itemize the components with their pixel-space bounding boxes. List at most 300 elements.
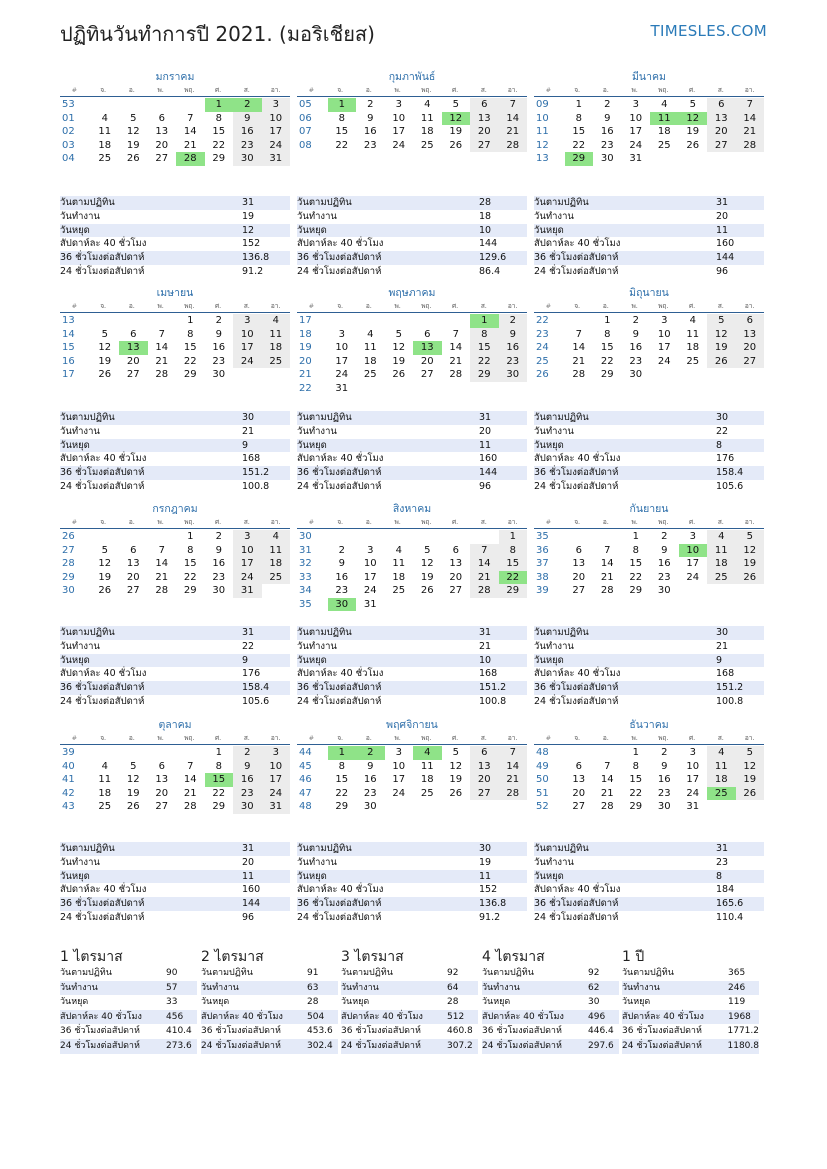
- day-cell: 10: [262, 112, 291, 126]
- weekday-label: อ.: [365, 86, 372, 94]
- stat-row: [297, 439, 527, 453]
- empty-cell: [470, 800, 499, 814]
- day-cell: 23: [233, 787, 262, 801]
- stat-value: 18: [479, 210, 492, 222]
- day-cell: 11: [98, 774, 112, 785]
- stat-value: 19: [479, 856, 492, 868]
- stat-value: 19: [242, 210, 255, 222]
- empty-cell: [442, 314, 471, 328]
- weekday-label: พฤ.: [184, 86, 195, 94]
- empty-cell: [328, 314, 357, 328]
- stat-label: สัปดาห์ละ 40 ชั่วโมง: [60, 884, 147, 896]
- stat-label: 24 ชั่วโมงต่อสัปดาห์: [60, 480, 145, 492]
- weekday-header: [534, 84, 764, 97]
- month-name: ตุลาคม: [158, 719, 192, 731]
- stat-label: วันตามปฏิทิน: [534, 412, 589, 423]
- empty-cell: [565, 746, 594, 760]
- stat-value: 12: [242, 224, 255, 236]
- period-summary: [60, 948, 197, 1054]
- day-cell: 11: [262, 544, 291, 558]
- day-cell: 9: [367, 760, 374, 772]
- empty-cell: [119, 98, 148, 112]
- day-cell: 8: [187, 544, 194, 556]
- stat-row: [60, 1010, 197, 1025]
- week-row: [60, 125, 290, 139]
- day-cell: 21: [499, 125, 528, 139]
- day-cell: 14: [600, 558, 614, 569]
- stat-label: 24 ชั่วโมงต่อสัปดาห์: [297, 480, 382, 492]
- weekday-label: อ.: [128, 86, 135, 94]
- day-cell: 26: [126, 153, 140, 164]
- day-cell: 14: [736, 112, 765, 126]
- stat-value: 11: [479, 870, 492, 882]
- month-stats: [297, 626, 527, 709]
- weekday-label: พฤ.: [421, 518, 432, 526]
- stat-row: [60, 695, 290, 709]
- stat-row: [297, 196, 527, 210]
- stat-row: [534, 480, 764, 494]
- stat-value: 22: [242, 640, 255, 652]
- stat-row: [297, 911, 527, 925]
- weekday-label: พฤ.: [184, 302, 195, 310]
- day-cell: 28: [499, 787, 528, 801]
- day-cell: 10: [233, 544, 262, 558]
- day-cell: 12: [420, 558, 434, 569]
- stat-label: วันทำงาน: [482, 982, 520, 993]
- stat-value: 8: [716, 870, 723, 882]
- weekday-label: พฤ.: [658, 734, 669, 742]
- stat-label: 36 ชั่วโมงต่อสัปดาห์: [534, 252, 619, 264]
- week-number: 21: [299, 369, 312, 380]
- day-cell: 13: [470, 760, 499, 774]
- day-cell: 9: [338, 558, 345, 569]
- empty-cell: [385, 382, 414, 396]
- day-cell: 17: [335, 355, 349, 367]
- day-cell: 30: [600, 153, 614, 164]
- stat-label: 24 ชั่วโมงต่อสัปดาห์: [341, 1040, 421, 1051]
- month-stats: [297, 196, 527, 279]
- week-row: [297, 368, 527, 382]
- day-cell: 3: [632, 99, 639, 110]
- day-cell: 1: [328, 746, 357, 760]
- stat-row: [534, 870, 764, 884]
- week-number: 03: [62, 139, 75, 151]
- day-cell: 14: [155, 558, 169, 569]
- weekday-label: พฤ.: [658, 86, 669, 94]
- day-cell: 18: [420, 774, 434, 785]
- stat-label: สัปดาห์ละ 40 ชั่วโมง: [60, 668, 147, 680]
- stat-row: [60, 842, 290, 856]
- day-cell: 31: [335, 382, 349, 394]
- stat-value: 144: [716, 252, 735, 264]
- month-name: มิถุนายน: [629, 287, 669, 299]
- day-cell: 3: [689, 747, 696, 758]
- day-cell: 1: [215, 747, 222, 758]
- day-cell: 17: [686, 558, 700, 569]
- stat-value: 30: [588, 997, 600, 1008]
- weekday-label: ศ.: [215, 518, 222, 526]
- weekday-label: พฤ.: [184, 518, 195, 526]
- day-cell: 23: [499, 355, 528, 369]
- week-number: 44: [299, 747, 312, 758]
- day-cell: 15: [600, 342, 614, 353]
- day-cell: 31: [363, 598, 377, 610]
- week-row: [297, 341, 527, 355]
- stat-label: 36 ชั่วโมงต่อสัปดาห์: [534, 898, 619, 910]
- day-cell: 7: [499, 98, 528, 112]
- day-cell: 12: [736, 544, 765, 558]
- week-row: [534, 98, 764, 112]
- week-number: 36: [536, 544, 549, 556]
- week-number: 45: [299, 760, 312, 772]
- stat-row: [60, 856, 290, 870]
- week-row: [60, 557, 290, 571]
- day-cell: 29: [335, 801, 349, 812]
- weekday-label: อ.: [128, 518, 135, 526]
- weekday-label: พฤ.: [658, 302, 669, 310]
- stat-label: วันทำงาน: [297, 210, 337, 222]
- stat-row: [60, 224, 290, 238]
- stat-row: [341, 1024, 478, 1039]
- weekday-label: อ.: [128, 734, 135, 742]
- stat-row: [297, 265, 527, 279]
- stat-row: [534, 911, 764, 925]
- day-cell: 28: [499, 139, 528, 153]
- weekday-label: จ.: [337, 518, 344, 526]
- day-cell: 16: [657, 774, 671, 785]
- day-cell: 15: [335, 126, 349, 137]
- stat-label: สัปดาห์ละ 40 ชั่วโมง: [297, 668, 384, 680]
- weekday-label: อา.: [744, 518, 755, 526]
- stat-label: วันทำงาน: [297, 856, 337, 868]
- stat-value: 30: [479, 843, 492, 854]
- stat-row: [482, 1039, 619, 1054]
- day-cell: 25: [657, 139, 671, 151]
- weekday-label: ศ.: [452, 518, 459, 526]
- stat-row: [622, 981, 759, 996]
- stat-value: 96: [716, 265, 729, 277]
- stat-label: 36 ชั่วโมงต่อสัปดาห์: [201, 1026, 281, 1037]
- week-row: [297, 98, 527, 112]
- weekday-label: อ.: [365, 518, 372, 526]
- weekday-label: อา.: [744, 734, 755, 742]
- period-title: 1 ปี: [622, 949, 645, 965]
- weekday-label: พฤ.: [184, 734, 195, 742]
- weekday-header: [534, 300, 764, 313]
- empty-cell: [650, 152, 679, 166]
- day-cell: 2: [233, 98, 262, 112]
- week-row: [60, 584, 290, 598]
- day-cell: 17: [686, 774, 700, 785]
- stat-label: 36 ชั่วโมงต่อสัปดาห์: [297, 252, 382, 264]
- week-row: [534, 314, 764, 328]
- day-cell: 24: [629, 139, 643, 151]
- stat-value: 119: [728, 997, 746, 1008]
- weekday-label: พฤ.: [421, 302, 432, 310]
- day-cell: 12: [126, 126, 140, 137]
- weekday-label: ศ.: [452, 302, 459, 310]
- day-cell: 19: [736, 557, 765, 571]
- week-number: 14: [62, 328, 75, 340]
- month-name: กุมภาพันธ์: [388, 71, 436, 83]
- empty-cell: [679, 152, 708, 166]
- month-grid: [60, 746, 290, 814]
- empty-cell: [148, 746, 177, 760]
- day-cell: 30: [212, 585, 226, 596]
- day-cell: 19: [126, 139, 140, 151]
- period-summary: [201, 948, 338, 1054]
- weekday-label: พ.: [631, 518, 638, 526]
- week-number: 33: [299, 571, 312, 583]
- stat-row: [201, 1010, 338, 1025]
- stat-value: 410.4: [166, 1026, 192, 1037]
- day-cell: 10: [657, 328, 671, 340]
- day-cell: 25: [98, 153, 112, 164]
- day-cell: 1: [470, 314, 499, 328]
- day-cell: 30: [363, 801, 377, 812]
- day-cell: 13: [119, 341, 148, 355]
- stat-value: 297.6: [588, 1040, 614, 1051]
- day-cell: 12: [98, 342, 112, 353]
- stat-label: 36 ชั่วโมงต่อสัปดาห์: [60, 1026, 140, 1037]
- day-cell: 27: [420, 369, 434, 380]
- period-title: 1 ไตรมาส: [60, 949, 123, 965]
- day-cell: 19: [686, 126, 700, 137]
- weekday-label: จ.: [337, 86, 344, 94]
- weekday-label: ส.: [717, 302, 724, 310]
- month-name: มีนาคม: [632, 71, 666, 83]
- day-cell: 16: [600, 126, 614, 137]
- stat-label: 36 ชั่วโมงต่อสัปดาห์: [60, 898, 145, 910]
- day-cell: 18: [707, 773, 736, 787]
- day-cell: 12: [679, 112, 708, 126]
- day-cell: 14: [183, 774, 197, 785]
- week-number: 12: [536, 139, 549, 151]
- week-number: 22: [536, 315, 549, 326]
- stat-row: [341, 981, 478, 996]
- month-grid: [297, 98, 527, 152]
- week-number: 51: [536, 787, 549, 799]
- day-cell: 4: [707, 530, 736, 544]
- stat-value: 105.6: [242, 695, 270, 707]
- day-cell: 8: [338, 760, 345, 772]
- stat-row: [534, 842, 764, 856]
- stat-value: 100.8: [716, 695, 744, 707]
- month-stats: [534, 842, 764, 925]
- week-row: [297, 746, 527, 760]
- day-cell: 22: [572, 139, 586, 151]
- stat-value: 31: [716, 197, 729, 208]
- day-cell: 20: [126, 571, 140, 583]
- weekday-label: ศ.: [215, 86, 222, 94]
- day-cell: 21: [470, 571, 499, 585]
- week-number: 41: [62, 774, 75, 785]
- weekday-label: จ.: [100, 734, 107, 742]
- stat-row: [534, 681, 764, 695]
- week-row: [60, 355, 290, 369]
- stat-value: 160: [242, 884, 261, 896]
- day-cell: 3: [367, 544, 374, 556]
- weekday-label: อา.: [270, 734, 281, 742]
- stat-value: 307.2: [447, 1040, 473, 1051]
- stat-value: 11: [716, 224, 729, 236]
- weekday-label: พ.: [631, 734, 638, 742]
- day-cell: 14: [499, 760, 528, 774]
- day-cell: 23: [212, 571, 226, 583]
- day-cell: 31: [629, 153, 643, 164]
- stat-row: [60, 667, 290, 681]
- week-number: 31: [299, 544, 312, 556]
- day-cell: 1: [205, 98, 234, 112]
- stat-value: 8: [716, 439, 723, 451]
- stat-label: สัปดาห์ละ 40 ชั่วโมง: [534, 884, 621, 896]
- empty-cell: [91, 746, 120, 760]
- week-row: [297, 584, 527, 598]
- week-row: [60, 746, 290, 760]
- stat-label: 24 ชั่วโมงต่อสัปดาห์: [60, 265, 145, 277]
- day-cell: 11: [98, 126, 112, 137]
- day-cell: 16: [363, 126, 377, 137]
- weekday-label: อ.: [602, 302, 609, 310]
- stat-label: วันหยุด: [297, 870, 327, 882]
- stat-label: วันทำงาน: [297, 425, 337, 437]
- stat-value: 31: [479, 412, 492, 423]
- stat-label: วันตามปฏิทิน: [341, 968, 393, 978]
- stat-value: 460.8: [447, 1026, 473, 1037]
- weekday-label: #: [545, 302, 552, 310]
- day-cell: 4: [413, 746, 442, 760]
- weekday-header: [534, 732, 764, 745]
- day-cell: 9: [367, 112, 374, 124]
- day-cell: 11: [420, 760, 434, 772]
- day-cell: 26: [98, 585, 112, 596]
- week-row: [297, 112, 527, 126]
- stat-row: [622, 1024, 759, 1039]
- period-stats: [622, 966, 759, 1054]
- day-cell: 15: [499, 557, 528, 571]
- weekday-header: [60, 300, 290, 313]
- stat-label: 24 ชั่วโมงต่อสัปดาห์: [60, 911, 145, 923]
- day-cell: 27: [155, 801, 169, 812]
- day-cell: 7: [187, 760, 194, 772]
- day-cell: 19: [98, 355, 112, 367]
- day-cell: 9: [604, 112, 611, 124]
- stat-label: วันตามปฏิทิน: [60, 843, 115, 854]
- stat-label: 24 ชั่วโมงต่อสัปดาห์: [60, 695, 145, 707]
- day-cell: 17: [233, 341, 262, 355]
- stat-row: [482, 981, 619, 996]
- stat-label: วันหยุด: [534, 224, 564, 236]
- day-cell: 2: [499, 314, 528, 328]
- weekday-label: อ.: [602, 86, 609, 94]
- month-name: พฤศจิกายน: [386, 719, 438, 731]
- day-cell: 26: [449, 139, 463, 151]
- stat-row: [297, 210, 527, 224]
- stat-row: [60, 452, 290, 466]
- day-cell: 29: [183, 585, 197, 596]
- stat-value: 9: [716, 654, 723, 666]
- stat-row: [297, 251, 527, 265]
- weekday-label: อา.: [507, 734, 518, 742]
- day-cell: 27: [707, 139, 736, 153]
- stat-label: วันทำงาน: [297, 640, 337, 652]
- day-cell: 20: [155, 139, 169, 151]
- period-title: 3 ไตรมาส: [341, 949, 404, 965]
- day-cell: 16: [212, 558, 226, 569]
- day-cell: 12: [392, 342, 406, 353]
- stat-row: [297, 626, 527, 640]
- day-cell: 26: [126, 801, 140, 812]
- day-cell: 24: [262, 139, 291, 153]
- empty-cell: [119, 314, 148, 328]
- stat-label: สัปดาห์ละ 40 ชั่วโมง: [60, 238, 147, 250]
- stat-row: [297, 883, 527, 897]
- empty-cell: [499, 598, 528, 612]
- stat-value: 22: [716, 425, 729, 437]
- empty-cell: [593, 530, 622, 544]
- day-cell: 22: [629, 571, 643, 583]
- day-cell: 19: [392, 355, 406, 367]
- brand-link[interactable]: TIMESLES.COM: [650, 22, 767, 40]
- weekday-label: จ.: [100, 86, 107, 94]
- day-cell: 2: [215, 531, 222, 542]
- stat-row: [60, 251, 290, 265]
- weekday-label: ส.: [480, 302, 487, 310]
- week-row: [297, 382, 527, 396]
- stat-value: 129.6: [479, 252, 507, 264]
- stat-value: 20: [242, 856, 255, 868]
- empty-cell: [442, 800, 471, 814]
- empty-cell: [176, 746, 205, 760]
- weekday-label: พ.: [157, 302, 164, 310]
- day-cell: 4: [262, 530, 291, 544]
- week-row: [534, 557, 764, 571]
- stat-label: สัปดาห์ละ 40 ชั่วโมง: [622, 1011, 704, 1022]
- stat-value: 136.8: [479, 898, 507, 910]
- weekday-header: [297, 516, 527, 529]
- week-row: [60, 787, 290, 801]
- day-cell: 20: [420, 355, 434, 367]
- stat-value: 96: [242, 911, 255, 923]
- week-row: [60, 773, 290, 787]
- week-row: [297, 355, 527, 369]
- stat-label: 24 ชั่วโมงต่อสัปดาห์: [60, 1040, 140, 1051]
- day-cell: 16: [233, 773, 262, 787]
- day-cell: 8: [499, 544, 528, 558]
- week-number: 26: [62, 531, 75, 542]
- day-cell: 27: [572, 585, 586, 596]
- week-number: 47: [299, 787, 312, 799]
- empty-cell: [119, 746, 148, 760]
- stat-row: [60, 897, 290, 911]
- stat-row: [201, 1039, 338, 1054]
- weekday-label: #: [308, 518, 315, 526]
- day-cell: 17: [657, 342, 671, 353]
- day-cell: 23: [335, 585, 349, 596]
- stat-value: 10: [479, 224, 492, 236]
- day-cell: 26: [736, 571, 765, 585]
- stat-row: [341, 995, 478, 1010]
- week-row: [297, 544, 527, 558]
- week-number: 48: [536, 747, 549, 758]
- weekday-label: ส.: [243, 518, 250, 526]
- week-row: [534, 355, 764, 369]
- stat-label: วันตามปฏิทิน: [60, 968, 112, 978]
- month-stats: [60, 196, 290, 279]
- weekday-label: #: [308, 86, 315, 94]
- weekday-label: ศ.: [452, 734, 459, 742]
- day-cell: 18: [657, 126, 671, 137]
